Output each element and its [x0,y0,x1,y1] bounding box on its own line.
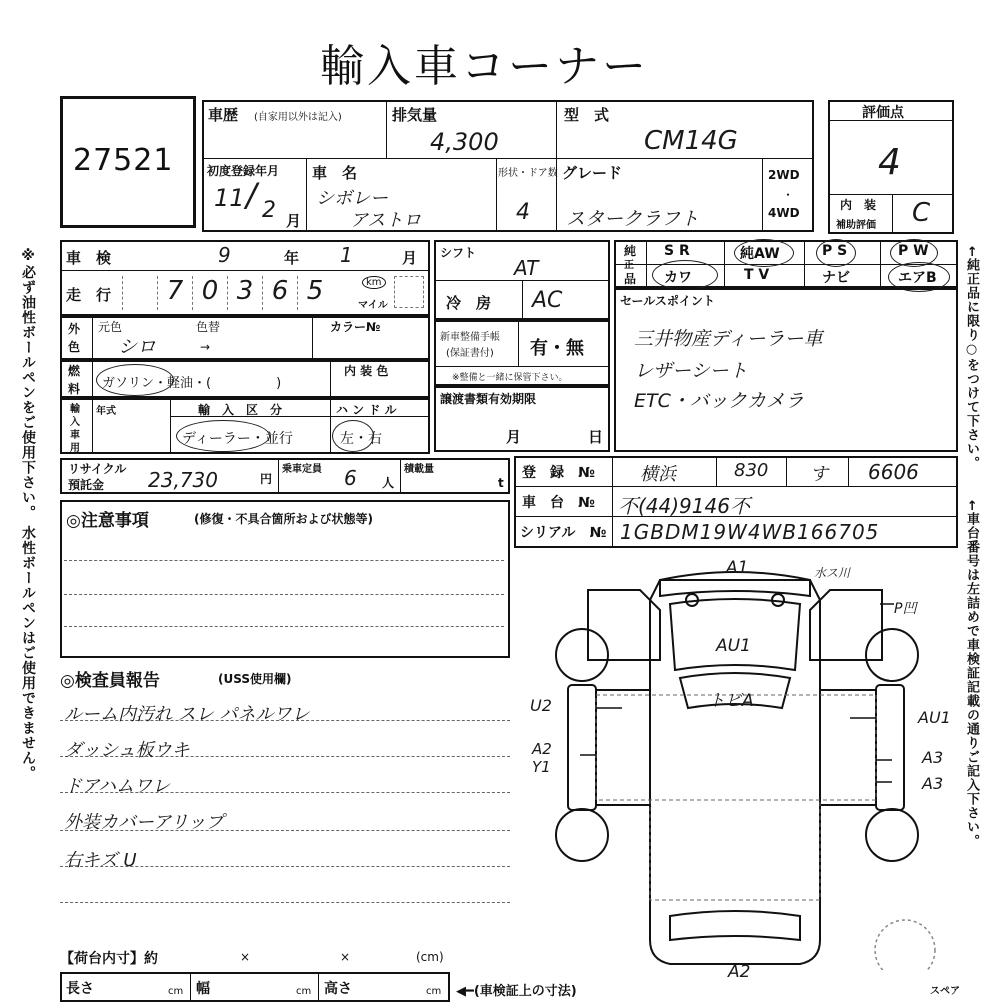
mileage-digit: 7 [157,276,192,310]
inspector-label: ◎検査員報告 [60,671,160,691]
equip-side2: 正 [624,260,634,271]
mileage-digit: 3 [227,276,262,310]
sales-point-3: ETC・バックカメラ [634,390,804,412]
warranty-label1: 新車整備手帳 [440,332,500,343]
inspector-line-1: ルーム内汚れ スレ パネルワレ [64,704,310,725]
shift-value: AT [514,256,539,280]
lot-number: 27521 [73,143,174,178]
equip-side1: 純 [624,244,637,258]
handle-label: ハ ン ド ル [336,403,397,417]
inspection-month: 1 [340,243,353,267]
drive-4wd: 4WD [768,206,800,220]
damage-water: 水ス川 [814,566,851,580]
serial-value: 1GBDM19W4WB166705 [620,520,880,544]
displacement-label: 排気量 [392,106,438,124]
load-label: 積載量 [404,464,434,475]
inspector-note: (USS使用欄) [218,672,292,686]
color-label1: 外 [68,322,81,336]
right-side-note-bottom: ←車台番号は左詰めで車検証記載の通りご記入下さい。 [964,500,979,848]
serial-label: シリアル № [520,525,607,541]
ac-value: AC [532,288,563,313]
mileage-digits [122,276,332,310]
history-note: (自家用以外は記入) [254,112,342,123]
mileage-unit-mile: マイル [358,300,388,311]
first-reg-label: 初度登録年月 [207,164,280,178]
ac-label: 冷 房 [446,294,492,312]
first-reg-month: 2 [262,198,276,223]
recycle-unit: 円 [260,472,273,486]
lot-number-box [60,96,196,228]
first-reg-month-unit: 月 [286,212,302,230]
fuel-label1: 燃 [68,364,81,378]
interior-label: 内 装 [840,198,877,212]
displacement-value: 4,300 [430,128,499,156]
cargo-length-label: 長さ [66,981,94,997]
color-no-label: カラー№ [330,320,381,334]
recycle-label1: リサイクル [68,462,127,476]
equip-airbag: エアB [898,270,937,286]
cargo-arrow-note: ◀━(車検証上の寸法) [456,984,577,999]
fuel-options: ガソリン・軽油・( ) [102,376,282,391]
import-year-type: 年式 [96,406,116,417]
damage-glass: トビA [708,691,754,711]
registration-kana: す [810,464,828,485]
registration-number: 6606 [868,460,919,484]
inspection-year-unit: 年 [284,249,300,267]
interior-color-label: 内 装 色 [344,364,389,378]
inspection-month-unit: 月 [402,249,418,267]
recycle-label2: 預託金 [68,478,105,492]
equip-ps: P S [822,243,848,259]
mileage-digit: 5 [297,276,332,310]
interior-label2: 補助評価 [836,220,876,231]
equip-side3: 品 [624,272,637,286]
capacity-unit: 人 [382,476,395,490]
import-label3: 車 [70,430,80,441]
color-change: 色替 [196,320,221,334]
damage-au1-right: AU1 [918,708,951,727]
car-name-line2: アストロ [350,210,422,231]
load-unit: t [498,476,504,490]
mileage-label: 走 行 [66,286,112,304]
doors-value: 4 [516,200,530,225]
car-name-line1: シボレー [316,188,388,209]
rating-value: 4 [878,142,901,183]
equip-sr: S R [664,243,690,259]
color-value: シロ [118,336,157,358]
equip-pw: P W [898,243,929,259]
rating-label: 評価点 [862,105,904,121]
cargo-x1: × [240,950,251,964]
handle-value: 左・右 [340,431,382,447]
drive-2wd: 2WD [768,168,800,182]
sales-point-1: 三井物産ディーラー車 [634,328,823,350]
warranty-note: ※整備と一緒に保管下さい。 [452,373,568,383]
transfer-day: 日 [588,428,604,446]
page-title: 輸入車コーナー [320,41,649,92]
equip-aw: 純AW [740,246,780,262]
cargo-height-cm: cm [426,986,442,997]
chassis-label: 車 台 № [522,495,595,511]
cargo-unit: (cm) [416,950,444,964]
damage-a2-rear: A2 [728,962,751,982]
mileage-unit-km: km [362,276,386,289]
import-category-label: 輸 入 区 分 [198,403,283,417]
equip-tv: T V [744,267,770,283]
right-side-note-top: ←純正品に限り○をつけて下さい。 [964,246,979,470]
notes-note: (修復・不具合箇所および状態等) [194,512,373,526]
history-label: 車歴 [208,106,239,124]
sales-point-2: レザーシート [634,360,748,382]
registration-label: 登 録 № [522,465,595,481]
cargo-label: 【荷台内寸】約 [60,951,158,967]
damage-a3-1: A3 [922,748,944,767]
doors-label: 形状・ドア数 [498,168,558,179]
cargo-width-cm: cm [296,986,312,997]
capacity-value: 6 [344,466,357,490]
chassis-value: 不(44)9146不 [618,494,750,518]
first-reg-year: 11 [214,184,245,212]
damage-a1-front: A1 [726,558,749,578]
transfer-label: 譲渡書類有効期限 [440,392,537,406]
cargo-height-label: 高さ [324,981,352,997]
notes-label: ◎注意事項 [66,511,149,531]
spare-label: スペア [930,986,960,997]
drive-dot: ・ [782,188,795,202]
shift-label: シフト [440,246,477,260]
damage-a2y1: A2 Y1 [532,740,552,776]
inspector-line-3: ドアハムワレ [64,776,171,797]
left-side-note: ※必ず油性ボールペンをご使用下さい。 水性ボールペンはご使用できません。 [20,248,36,781]
model-label: 型 式 [564,106,610,124]
transfer-month: 月 [506,428,522,446]
equip-kawa: カワ [664,270,692,286]
inspection-year: 9 [218,243,231,267]
color-arrow: → [200,340,211,354]
import-category-value: ディーラー・並行 [182,431,293,447]
color-original: 元色 [98,320,123,334]
warranty-label2: (保証書付) [446,348,494,359]
cargo-width-label: 幅 [196,981,210,997]
import-label2: 入 [70,417,80,428]
equip-navi: ナビ [822,270,850,286]
grade-value: スタークラフト [566,208,700,230]
sales-points-label: セールスポイント [620,294,715,308]
inspector-line-5: 右キズ U [64,850,137,871]
mileage-digit: 6 [262,276,297,310]
car-diagram [520,560,960,970]
cargo-x2: × [340,950,351,964]
car-name-label: 車 名 [312,164,358,182]
model-value: CM14G [644,126,738,156]
inspection-label: 車 検 [66,249,112,267]
warranty-value: 有・無 [530,338,584,359]
damage-u2: U2 [530,696,552,715]
color-label2: 色 [68,340,81,354]
cargo-length-cm: cm [168,986,184,997]
inspector-line-2: ダッシュ板ウキ [64,740,190,761]
import-label1: 輸 [70,404,80,415]
grade-label: グレード [562,164,623,182]
mileage-digit: 0 [192,276,227,310]
registration-area: 横浜 [640,464,676,485]
capacity-label: 乗車定員 [282,464,322,475]
damage-a3-2: A3 [922,774,944,793]
damage-pw: P凹 [894,601,917,617]
import-label4: 用 [70,443,80,454]
interior-value: C [912,198,931,228]
registration-class: 830 [734,460,769,481]
inspector-line-4: 外装カバーアリップ [64,812,224,833]
damage-au1-hood: AU1 [716,636,751,656]
recycle-value: 23,730 [148,468,218,492]
fuel-label2: 料 [68,382,81,396]
